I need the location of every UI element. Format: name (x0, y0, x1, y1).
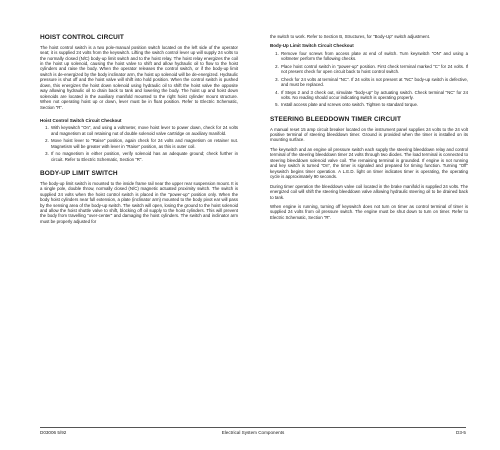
list-item: 5. Install access plate and screws onto switch. Tighten to standard torque. (280, 102, 468, 107)
steering-paragraph-3: During timer operation the bleeddown valve coil located in the brake manifold is supplied 24 volts. The energized coil will shift the steering bleeddown valve allowing hydraulic steering oil to be drained back to tank. (270, 183, 468, 200)
hoist-checkout-list (40, 125, 238, 162)
section-title: Electrical System Components (221, 430, 285, 435)
hoist-control-circuit-paragraph: The hoist control switch is a two pole-manual position switch located on the left side of the operator seat; it is supplied 24 volts from the keyswitch. Lifting the switch control lever up will supply 24 volts to the normally closed (N/C) body-up limit switch and to the hoist relay. The hoist relay energizes the coil in the hoist up solenoid, causing the hoist valve to shift and allow hydraulic oil to flow to the hoist cylinders and raise the body. When the operator releases the control switch, or if the body-up limit switch is de-energized by the body inclinator arm, the hoist up solenoid will be de-energized. Hydraulic pressure is shut off and the hoist valve will shift into hold position. When the control switch is pushed down, this energizes the hoist down solenoid using hydraulic oil to shift the hoist valve the opposite way allowing hydraulic oil to drain back to tank and lowering the body. The hoist up and hoist down solenoids are located in the auxiliary manifold mounted to the right hoist cylinder mount structure. When not operating hoist up or down, lever must be in float position. Refer to Electric Schematic, Section "R". (40, 44, 238, 110)
steering-paragraph-2: The keyswitch and an engine oil pressure switch each supply the steering bleeddown relay and control terminal of the steering bleeddown timer 24 volts through two diodes. The load terminal is connected to steering bleeddown solenoid valve coil. The remaining terminal is grounded. If engine is not running and key switch is turned "On", the timer is signaled and prepared for timing function. Turning "Off" keyswitch begins timer operation. A L.E.D. light on timer indicates timer is operating, the operating cycle is approximately 90 seconds. (270, 146, 468, 180)
body-up-limit-switch-paragraph: The body-up limit switch is mounted to the inside frame rail near the upper rear suspension mount. It is a single pole, double throw, normally closed (N/C) magnetic actuated proximity switch. The switch is supplied 24 volts when the hoist control switch is placed in the "power-up" position only. When the body hoist cylinders near full extension, a plate (inclinator arm) mounted to the body pivot ear will pass by the sensing area of the body-up switch. The switch will open, losing the ground to the hoist solenoid and allow the hoist shuttle valve to shift, blocking off oil supply to the hoist cylinders. This will prevent the body from travelling "over-center" and damaging the hoist cylinders. The switch and inclinator arm must be properly adjusted for (40, 180, 238, 224)
right-column (270, 34, 468, 224)
list-item: 3. If no magnetism in either position, verify solenoid has an adequate ground; check further in circuit. Refer to Electric Schematic, Section "R". (50, 151, 238, 162)
list-item: 1. Remove four screws from access plate at end of switch. Turn keyswitch "ON" and using a voltmeter perform the following checks. (280, 51, 468, 62)
steering-paragraph-4: When engine is running, turning off keyswitch does not turn on timer as control terminal of timer is supplied 24 volts from oil pressure switch. The engine must be shut down to turn on timer. Refer to Electric Schematic, Section "R". (270, 203, 468, 220)
list-item: 3. Check for 24 volts at terminal "NC". If 24 volts is not present at "NC" body-up switch is defective, and must be replaced. (280, 77, 468, 88)
list-item: 2. Move hoist lever to "Raise" position, again check for 24 volts and magnetism on retainer nut. Magnetism will be greater with lever in "Raise" position, as this is outer coil. (50, 138, 238, 149)
steering-paragraph-1: A manual reset 15 amp circuit breaker located on the instrument panel supplies 24 volts to the 24 volt positive terminal of steering bleeddown timer. Ground is provided when the timer is installed on its mounting surface. (270, 126, 468, 143)
body-up-limit-switch-continued: the switch to work. Refer to Section B, Structures, for "Body-Up" switch adjustment. (270, 34, 431, 39)
left-column (40, 34, 238, 228)
body-up-limit-switch-heading: BODY-UP LIMIT SWITCH (40, 170, 118, 178)
steering-bleeddown-heading: STEERING BLEEDDOWN TIMER CIRCUIT (270, 115, 402, 123)
list-item: 1. With keyswitch "On", and using a voltmeter, move hoist lever to power down, check for 24 volts and magnetism at coil retaining nut of double solenoid valve cartridge on auxiliary manifold. (50, 125, 238, 136)
hoist-control-circuit-heading: HOIST CONTROL CIRCUIT (40, 34, 124, 41)
page-number: D3-5 (456, 430, 466, 435)
list-item: 4. If Steps 2 and 3 check out, simulate "body-up" by actuating switch. Check terminal "NC" for 24 volts. No reading should occur indicating switch is operating properly. (280, 90, 468, 101)
document-code: D03006 5/92 (40, 430, 67, 435)
hoist-checkout-heading: Hoist Control Switch Circuit Checkout (40, 118, 122, 124)
list-item: 2. Place hoist control switch in "power-up" position. First check terminal marked "C" for 24 volts. If not present check for open circuit back to hoist control switch. (280, 64, 468, 75)
limit-checkout-list (270, 51, 468, 108)
limit-checkout-heading: Body-Up Limit Switch Circuit Checkout (270, 43, 354, 49)
page-footer (40, 427, 466, 436)
